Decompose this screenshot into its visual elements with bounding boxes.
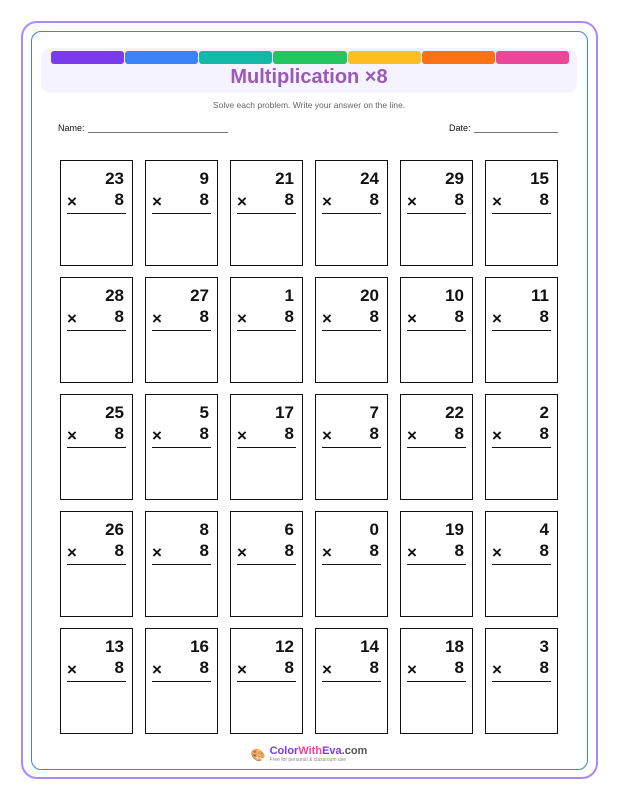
worksheet-title: Multiplication ×8 xyxy=(230,66,388,88)
multiplier: 8 xyxy=(284,190,294,209)
answer-line xyxy=(152,330,211,331)
problem-grid xyxy=(60,160,558,734)
multiplier: 8 xyxy=(369,424,379,443)
problem-card[interactable] xyxy=(400,628,473,734)
multiplier: 8 xyxy=(369,307,379,326)
date-label: Date: xyxy=(449,123,471,133)
problem-card[interactable] xyxy=(315,511,388,617)
rainbow-bar xyxy=(51,51,569,64)
problem-card[interactable] xyxy=(60,628,133,734)
multiplier: 8 xyxy=(114,541,124,560)
problem-card[interactable] xyxy=(485,511,558,617)
multiplicand: 12 xyxy=(275,637,294,656)
multiplier: 8 xyxy=(114,307,124,326)
tagline: Free for personal & classroom use xyxy=(269,757,347,763)
multiplicand: 19 xyxy=(445,520,464,539)
answer-line xyxy=(492,447,551,448)
multiplicand: 10 xyxy=(445,286,464,305)
multiply-sign: × xyxy=(322,543,332,562)
multiplicand: 17 xyxy=(275,403,294,422)
multiplier: 8 xyxy=(454,307,464,326)
multiplicand: 6 xyxy=(284,520,294,539)
palette-icon: 🎨 xyxy=(250,747,266,762)
multiplicand: 3 xyxy=(539,637,549,656)
problem-card[interactable] xyxy=(60,511,133,617)
answer-line xyxy=(492,681,551,682)
multiply-sign: × xyxy=(237,543,247,562)
problem-card[interactable] xyxy=(145,628,218,734)
multiplier: 8 xyxy=(199,541,209,560)
problem-card[interactable] xyxy=(60,277,133,383)
answer-line xyxy=(322,330,381,331)
answer-line xyxy=(67,564,126,565)
multiply-sign: × xyxy=(237,192,247,211)
multiply-sign: × xyxy=(67,543,77,562)
answer-line xyxy=(407,447,466,448)
answer-line xyxy=(152,564,211,565)
answer-line xyxy=(152,213,211,214)
rainbow-segment xyxy=(199,51,272,64)
name-label: Name: xyxy=(58,123,85,133)
answer-line xyxy=(322,681,381,682)
problem-card[interactable] xyxy=(485,160,558,266)
answer-line xyxy=(407,681,466,682)
multiply-sign: × xyxy=(152,192,162,211)
problem-card[interactable] xyxy=(145,160,218,266)
multiplier: 8 xyxy=(454,424,464,443)
multiplier: 8 xyxy=(284,658,294,677)
multiplier: 8 xyxy=(454,658,464,677)
multiplier: 8 xyxy=(539,190,549,209)
answer-line xyxy=(237,330,296,331)
multiplier: 8 xyxy=(454,190,464,209)
multiplier: 8 xyxy=(539,658,549,677)
rainbow-segment xyxy=(51,51,124,64)
multiplicand: 28 xyxy=(105,286,124,305)
multiply-sign: × xyxy=(492,309,502,328)
problem-card[interactable] xyxy=(315,394,388,500)
multiplier: 8 xyxy=(539,424,549,443)
multiplier: 8 xyxy=(369,190,379,209)
date-field[interactable] xyxy=(449,123,558,133)
answer-line xyxy=(407,330,466,331)
multiplicand: 9 xyxy=(199,169,209,188)
answer-line xyxy=(237,213,296,214)
answer-line xyxy=(492,213,551,214)
problem-card[interactable] xyxy=(485,628,558,734)
answer-line xyxy=(322,447,381,448)
problem-card[interactable] xyxy=(400,394,473,500)
answer-line xyxy=(237,447,296,448)
multiply-sign: × xyxy=(152,543,162,562)
multiplicand: 27 xyxy=(190,286,209,305)
multiplicand: 14 xyxy=(360,637,379,656)
multiply-sign: × xyxy=(322,426,332,445)
multiply-sign: × xyxy=(322,192,332,211)
multiply-sign: × xyxy=(237,426,247,445)
multiply-sign: × xyxy=(237,660,247,679)
multiplier: 8 xyxy=(199,190,209,209)
multiplicand: 22 xyxy=(445,403,464,422)
multiplicand: 29 xyxy=(445,169,464,188)
answer-line xyxy=(407,213,466,214)
multiplier: 8 xyxy=(114,190,124,209)
multiplicand: 5 xyxy=(199,403,209,422)
problem-card[interactable] xyxy=(145,394,218,500)
multiplicand: 0 xyxy=(369,520,379,539)
multiplier: 8 xyxy=(369,541,379,560)
multiply-sign: × xyxy=(322,309,332,328)
answer-line xyxy=(492,564,551,565)
multiply-sign: × xyxy=(492,543,502,562)
multiplicand: 13 xyxy=(105,637,124,656)
answer-line xyxy=(322,213,381,214)
multiplicand: 21 xyxy=(275,169,294,188)
problem-card[interactable] xyxy=(145,511,218,617)
multiplicand: 18 xyxy=(445,637,464,656)
multiplicand: 8 xyxy=(199,520,209,539)
multiply-sign: × xyxy=(152,309,162,328)
multiplicand: 4 xyxy=(539,520,549,539)
multiplicand: 25 xyxy=(105,403,124,422)
multiply-sign: × xyxy=(237,309,247,328)
multiplicand: 23 xyxy=(105,169,124,188)
multiplicand: 15 xyxy=(530,169,549,188)
problem-card[interactable] xyxy=(145,277,218,383)
answer-line xyxy=(67,330,126,331)
answer-line xyxy=(67,213,126,214)
multiply-sign: × xyxy=(322,660,332,679)
multiply-sign: × xyxy=(492,426,502,445)
multiplier: 8 xyxy=(284,424,294,443)
problem-card[interactable] xyxy=(315,628,388,734)
rainbow-segment xyxy=(348,51,421,64)
multiplicand: 1 xyxy=(284,286,294,305)
footer xyxy=(0,746,618,763)
multiply-sign: × xyxy=(152,426,162,445)
multiplicand: 16 xyxy=(190,637,209,656)
problem-card[interactable] xyxy=(230,394,303,500)
rainbow-segment xyxy=(496,51,569,64)
multiply-sign: × xyxy=(407,192,417,211)
multiply-sign: × xyxy=(67,192,77,211)
answer-line xyxy=(152,681,211,682)
problem-card[interactable] xyxy=(60,394,133,500)
multiplier: 8 xyxy=(284,307,294,326)
answer-line xyxy=(407,564,466,565)
multiplier: 8 xyxy=(114,424,124,443)
multiply-sign: × xyxy=(492,192,502,211)
multiply-sign: × xyxy=(407,543,417,562)
multiplier: 8 xyxy=(199,307,209,326)
answer-line xyxy=(492,330,551,331)
multiply-sign: × xyxy=(67,660,77,679)
multiplier: 8 xyxy=(369,658,379,677)
problem-card[interactable] xyxy=(230,160,303,266)
multiply-sign: × xyxy=(492,660,502,679)
multiply-sign: × xyxy=(407,660,417,679)
rainbow-segment xyxy=(125,51,198,64)
problem-card[interactable] xyxy=(60,160,133,266)
problem-card[interactable] xyxy=(230,511,303,617)
multiplicand: 26 xyxy=(105,520,124,539)
instructions: Solve each problem. Write your answer on the line. xyxy=(212,100,406,110)
answer-line xyxy=(322,564,381,565)
rainbow-segment xyxy=(273,51,346,64)
multiplicand: 24 xyxy=(360,169,379,188)
answer-line xyxy=(152,447,211,448)
multiply-sign: × xyxy=(67,309,77,328)
problem-card[interactable] xyxy=(230,277,303,383)
multiplier: 8 xyxy=(199,658,209,677)
multiply-sign: × xyxy=(407,309,417,328)
problem-card[interactable] xyxy=(315,277,388,383)
answer-line xyxy=(237,564,296,565)
problem-card[interactable] xyxy=(315,160,388,266)
answer-line xyxy=(67,447,126,448)
multiplier: 8 xyxy=(454,541,464,560)
answer-line xyxy=(237,681,296,682)
problem-card[interactable] xyxy=(485,394,558,500)
answer-line xyxy=(67,681,126,682)
problem-card[interactable] xyxy=(485,277,558,383)
problem-card[interactable] xyxy=(400,277,473,383)
multiply-sign: × xyxy=(152,660,162,679)
multiplicand: 7 xyxy=(369,403,379,422)
multiplicand: 20 xyxy=(360,286,379,305)
problem-card[interactable] xyxy=(400,511,473,617)
multiplicand: 2 xyxy=(539,403,549,422)
date-blank[interactable] xyxy=(474,123,558,133)
name-blank[interactable] xyxy=(88,123,228,133)
multiplier: 8 xyxy=(114,658,124,677)
multiplier: 8 xyxy=(284,541,294,560)
problem-card[interactable] xyxy=(400,160,473,266)
rainbow-segment xyxy=(422,51,495,64)
multiplier: 8 xyxy=(199,424,209,443)
multiplier: 8 xyxy=(539,307,549,326)
multiply-sign: × xyxy=(67,426,77,445)
name-field[interactable] xyxy=(58,123,228,133)
multiply-sign: × xyxy=(407,426,417,445)
problem-card[interactable] xyxy=(230,628,303,734)
multiplier: 8 xyxy=(539,541,549,560)
brand-name: ColorWithEva.com xyxy=(269,745,368,757)
multiplicand: 11 xyxy=(531,286,549,305)
